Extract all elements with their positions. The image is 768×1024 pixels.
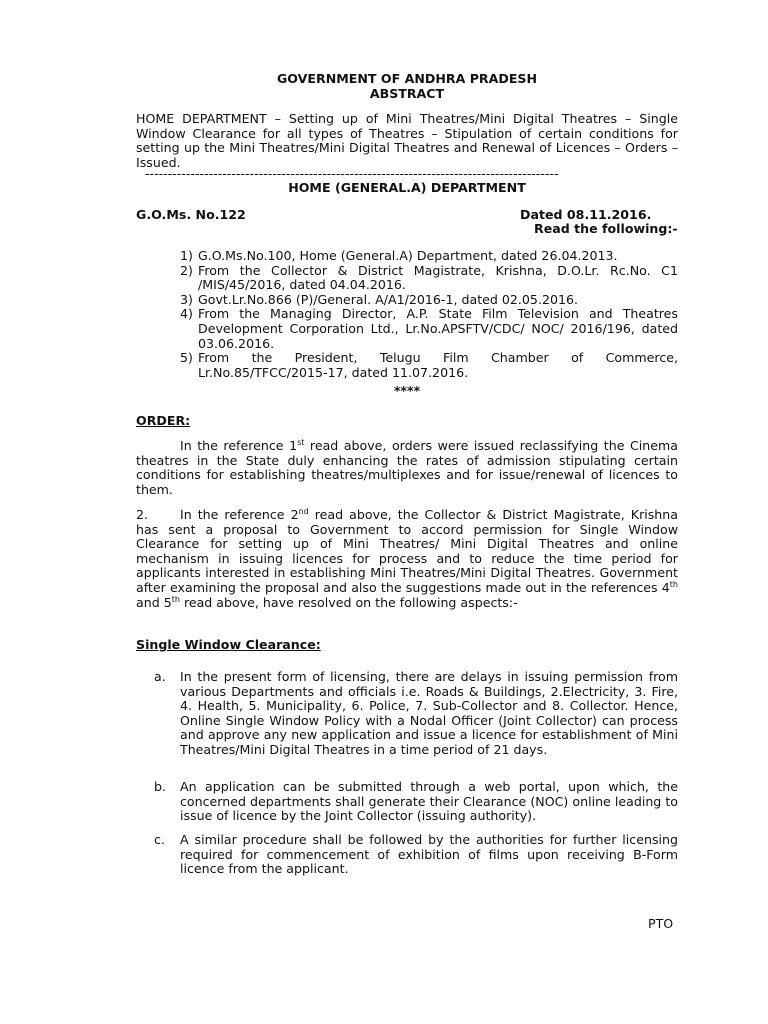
- point-letter: b.: [154, 779, 166, 794]
- point-text: In the present form of licensing, there are delays in issuing permission from various Departments and officials i.e. Roads & Buildings, 2.Electricity, 3. Fire, 4. Health, 5. Municipality, 6. Police, 7. Sub-Collector and 8. Collector. Hence, Online Single Window Policy with a Nodal Officer (Joint Collector) can process and approve any new application and issue a licence for establishment of Mini Theatres/Mini Digital Theatres in a time period of 21 days.: [180, 669, 678, 757]
- order-heading: ORDER:: [136, 413, 191, 428]
- order-paragraph-2: 2. In the reference 2nd read above, the Collector & District Magistrate, Krishna has sent a proposal to Government to accord permission for Single Window Clearance for setting up of Mini Theatres/ Mini Digital Theatres and online mechanism in issuing licences for process and to reduce the time period for applicants interested in establishing Mini Theatres/Mini Digital Theatres. Government after examining the proposal and also the suggestions made out in the references 4th and 5th read above, have resolved on the following aspects:-: [136, 506, 678, 610]
- single-window-clearance-heading: Single Window Clearance:: [136, 637, 321, 652]
- abstract-title: ABSTRACT: [369, 86, 445, 101]
- government-title: GOVERNMENT OF ANDHRA PRADESH: [276, 71, 538, 86]
- point-letter: a.: [154, 669, 166, 684]
- reference-text: G.O.Ms.No.100, Home (General.A) Department, dated 26.04.2013.: [198, 248, 618, 263]
- department-heading: HOME (GENERAL.A) DEPARTMENT: [288, 180, 526, 195]
- stars-divider: ****: [393, 383, 421, 398]
- reference-list: [180, 249, 678, 380]
- please-turn-over: PTO: [648, 916, 674, 931]
- clearance-point-b: [154, 779, 678, 824]
- subject-paragraph: HOME DEPARTMENT – Setting up of Mini Theatres/Mini Digital Theatres – Single Window Clearance for all types of Theatres – Stipulation of certain conditions for setting up the Mini Theatres/Mini Digital Theatres and Renewal of Licences – Orders – Issued.: [136, 111, 678, 170]
- reference-text: From the President, Telugu Film Chamber of Commerce, Lr.No.85/TFCC/2015-17, dated 11.07.2016.: [198, 350, 678, 380]
- reference-item: [180, 249, 678, 264]
- reference-number: 1): [180, 248, 193, 263]
- point-text: An application can be submitted through a web portal, upon which, the concerned departments shall generate their Clearance (NOC) online leading to issue of licence by the Joint Collector (issuing authority).: [180, 779, 678, 824]
- reference-number: 3): [180, 291, 193, 307]
- reference-text: From the Collector & District Magistrate, Krishna, D.O.Lr. Rc.No. C1 /MIS/45/2016, dated 04.04.2016.: [198, 262, 678, 293]
- separator-line: -------------------------------------------------------------------------------------------: [145, 167, 559, 181]
- reference-number: 2): [180, 262, 193, 278]
- reference-number: 4): [180, 306, 193, 322]
- reference-text: From the Managing Director, A.P. State Film Television and Theatres Development Corporation Ltd., Lr.No.APSFTV/CDC/ NOC/ 2016/196, dated 03.06.2016.: [198, 306, 678, 351]
- clearance-point-a: [154, 669, 678, 758]
- clearance-point-c: [154, 832, 678, 877]
- order-paragraph-1: In the reference 1st read above, orders were issued reclassifying the Cinema theatres in the State duly enhancing the rates of admission stipulating certain conditions for establishing theatres/multiplexes and for issue/renewal of licences to them.: [136, 437, 678, 497]
- paragraph-number: 2.: [136, 507, 149, 522]
- reference-item: [180, 264, 678, 293]
- reference-item: [180, 351, 678, 380]
- point-text: A similar procedure shall be followed by the authorities for further licensing required for commencement of exhibition of films upon receiving B-Form licence from the applicant.: [180, 832, 678, 877]
- go-date: Dated 08.11.2016.: [520, 207, 652, 222]
- go-number: G.O.Ms. No.122: [136, 207, 246, 222]
- reference-text: Govt.Lr.No.866 (P)/General. A/A1/2016-1, dated 02.05.2016.: [198, 291, 578, 307]
- reference-item: [180, 293, 678, 308]
- point-letter: c.: [154, 832, 165, 847]
- reference-item: [180, 307, 678, 351]
- read-the-following: Read the following:-: [534, 221, 678, 236]
- reference-number: 5): [180, 350, 193, 366]
